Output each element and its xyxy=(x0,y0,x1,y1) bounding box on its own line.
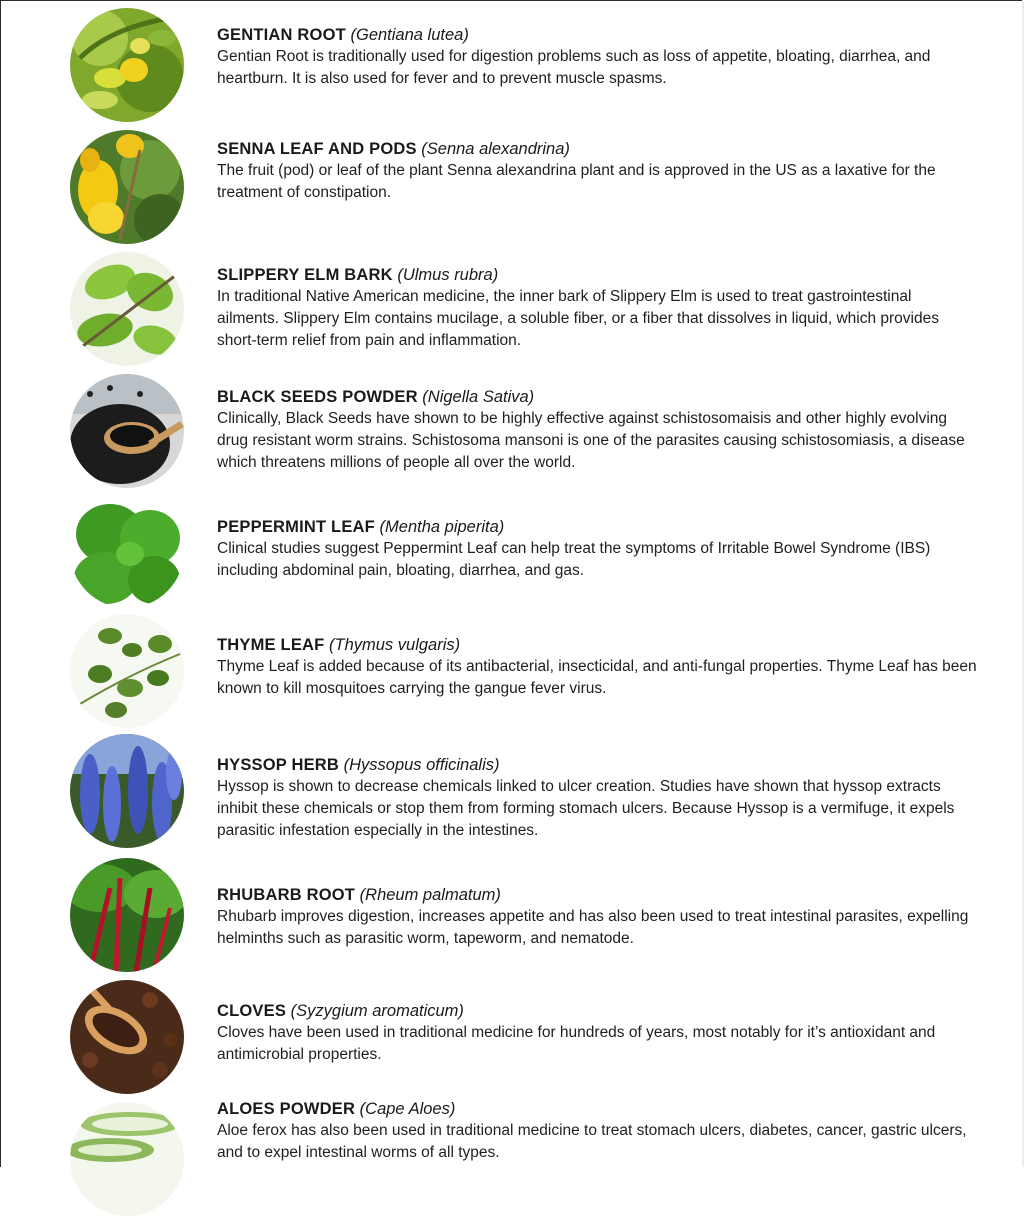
peppermint-leaf-photo xyxy=(70,494,184,608)
herb-text xyxy=(217,884,977,950)
herb-text xyxy=(217,386,977,474)
herb-description: Rhubarb improves digestion, increases appetite and has also been used to treat intestinal parasites, expelling helminths such as parasitic worm, tapeworm, and nematode. xyxy=(217,908,969,947)
herb-item-cloves xyxy=(0,980,1024,1100)
herb-description: Clinically, Black Seeds have shown to be highly effective against schistosomaisis and other highly evolving drug resistant worm strains. Schistosoma mansoni is one of the parasites causing schistosomiasis, a disease which threatens millions of people all over the world. xyxy=(217,410,965,471)
herb-name: SLIPPERY ELM BARK xyxy=(217,266,393,284)
herb-name: GENTIAN ROOT xyxy=(217,26,346,44)
herb-heading xyxy=(217,24,977,46)
aloes-powder-photo xyxy=(70,1102,184,1216)
herb-name: BLACK SEEDS POWDER xyxy=(217,388,418,406)
rhubarb-root-photo xyxy=(70,858,184,972)
herb-item-senna-leaf xyxy=(0,130,1024,250)
herb-description: In traditional Native American medicine, the inner bark of Slippery Elm is used to treat gastrointestinal ailments. Slippery Elm contains mucilage, a soluble fiber, or a fiber that dissolves in liquid, which provides short-term relief from pain and inflammation. xyxy=(217,288,939,349)
herb-heading xyxy=(217,386,977,408)
herb-scientific-name: (Syzygium aromaticum) xyxy=(290,1002,464,1020)
herb-text xyxy=(217,516,977,582)
herb-name: HYSSOP HERB xyxy=(217,756,340,774)
herb-scientific-name: (Senna alexandrina) xyxy=(421,140,570,158)
senna-leaf-photo xyxy=(70,130,184,244)
herb-item-peppermint-leaf xyxy=(0,494,1024,614)
herb-description: Aloe ferox has also been used in traditional medicine to treat stomach ulcers, diabetes, cancer, gastric ulcers, and to expel intestinal worms of all types. xyxy=(217,1122,967,1161)
herb-name: PEPPERMINT LEAF xyxy=(217,518,375,536)
herb-description: The fruit (pod) or leaf of the plant Senna alexandrina plant and is approved in the US as a laxative for the treatment of constipation. xyxy=(217,162,936,201)
herb-scientific-name: (Nigella Sativa) xyxy=(422,388,535,406)
herb-heading xyxy=(217,754,977,776)
slippery-elm-photo xyxy=(70,252,184,366)
herb-heading xyxy=(217,264,977,286)
herb-name: CLOVES xyxy=(217,1002,287,1020)
herb-name: THYME LEAF xyxy=(217,636,325,654)
herb-text xyxy=(217,24,977,90)
herb-scientific-name: (Cape Aloes) xyxy=(359,1100,456,1118)
herb-text xyxy=(217,754,977,842)
herb-description: Hyssop is shown to decrease chemicals linked to ulcer creation. Studies have shown that hyssop extracts inhibit these chemicals or stop them from forming stomach ulcers. Because Hyssop is a vermifuge, it expels parasitic infestation especially in the intestines. xyxy=(217,778,955,839)
herb-scientific-name: (Mentha piperita) xyxy=(379,518,505,536)
herb-item-thyme-leaf xyxy=(0,614,1024,734)
black-seeds-photo xyxy=(70,374,184,488)
herb-heading xyxy=(217,634,977,656)
herb-text xyxy=(217,1098,977,1164)
thyme-leaf-photo xyxy=(70,614,184,728)
herb-item-black-seeds-powder xyxy=(0,374,1024,494)
herb-text xyxy=(217,1000,977,1066)
herb-heading xyxy=(217,1000,977,1022)
gentian-root-photo xyxy=(70,8,184,122)
herb-item-aloes-powder xyxy=(0,1100,1024,1220)
herb-scientific-name: (Rheum palmatum) xyxy=(359,886,501,904)
herb-scientific-name: (Hyssopus officinalis) xyxy=(343,756,500,774)
herb-name: SENNA LEAF AND PODS xyxy=(217,140,417,158)
herb-text xyxy=(217,634,977,700)
herb-heading xyxy=(217,516,977,538)
herb-text xyxy=(217,138,977,204)
herb-item-hyssop-herb xyxy=(0,734,1024,854)
herb-scientific-name: (Gentiana lutea) xyxy=(350,26,469,44)
herb-heading xyxy=(217,1098,977,1120)
herb-description: Gentian Root is traditionally used for digestion problems such as loss of appetite, bloating, diarrhea, and heartburn. It is also used for fever and to prevent muscle spasms. xyxy=(217,48,931,87)
herb-item-rhubarb-root xyxy=(0,858,1024,978)
herb-name: RHUBARB ROOT xyxy=(217,886,356,904)
herb-description: Clinical studies suggest Peppermint Leaf can help treat the symptoms of Irritable Bowel Syndrome (IBS) including abdominal pain, bloating, diarrhea, and gas. xyxy=(217,540,931,579)
herb-description: Cloves have been used in traditional medicine for hundreds of years, most notably for it’s antioxidant and antimicrobial properties. xyxy=(217,1024,936,1063)
herb-scientific-name: (Thymus vulgaris) xyxy=(329,636,461,654)
herb-item-gentian-root xyxy=(0,8,1024,128)
herb-heading xyxy=(217,884,977,906)
herb-item-slippery-elm-bark xyxy=(0,252,1024,372)
herb-scientific-name: (Ulmus rubra) xyxy=(397,266,499,284)
hyssop-herb-photo xyxy=(70,734,184,848)
herb-name: ALOES POWDER xyxy=(217,1100,356,1118)
herb-description: Thyme Leaf is added because of its antibacterial, insecticidal, and anti-fungal properties. Thyme Leaf has been known to kill mosquitoes carrying the gangue fever virus. xyxy=(217,658,977,697)
herb-text xyxy=(217,264,977,352)
herb-heading xyxy=(217,138,977,160)
cloves-photo xyxy=(70,980,184,1094)
